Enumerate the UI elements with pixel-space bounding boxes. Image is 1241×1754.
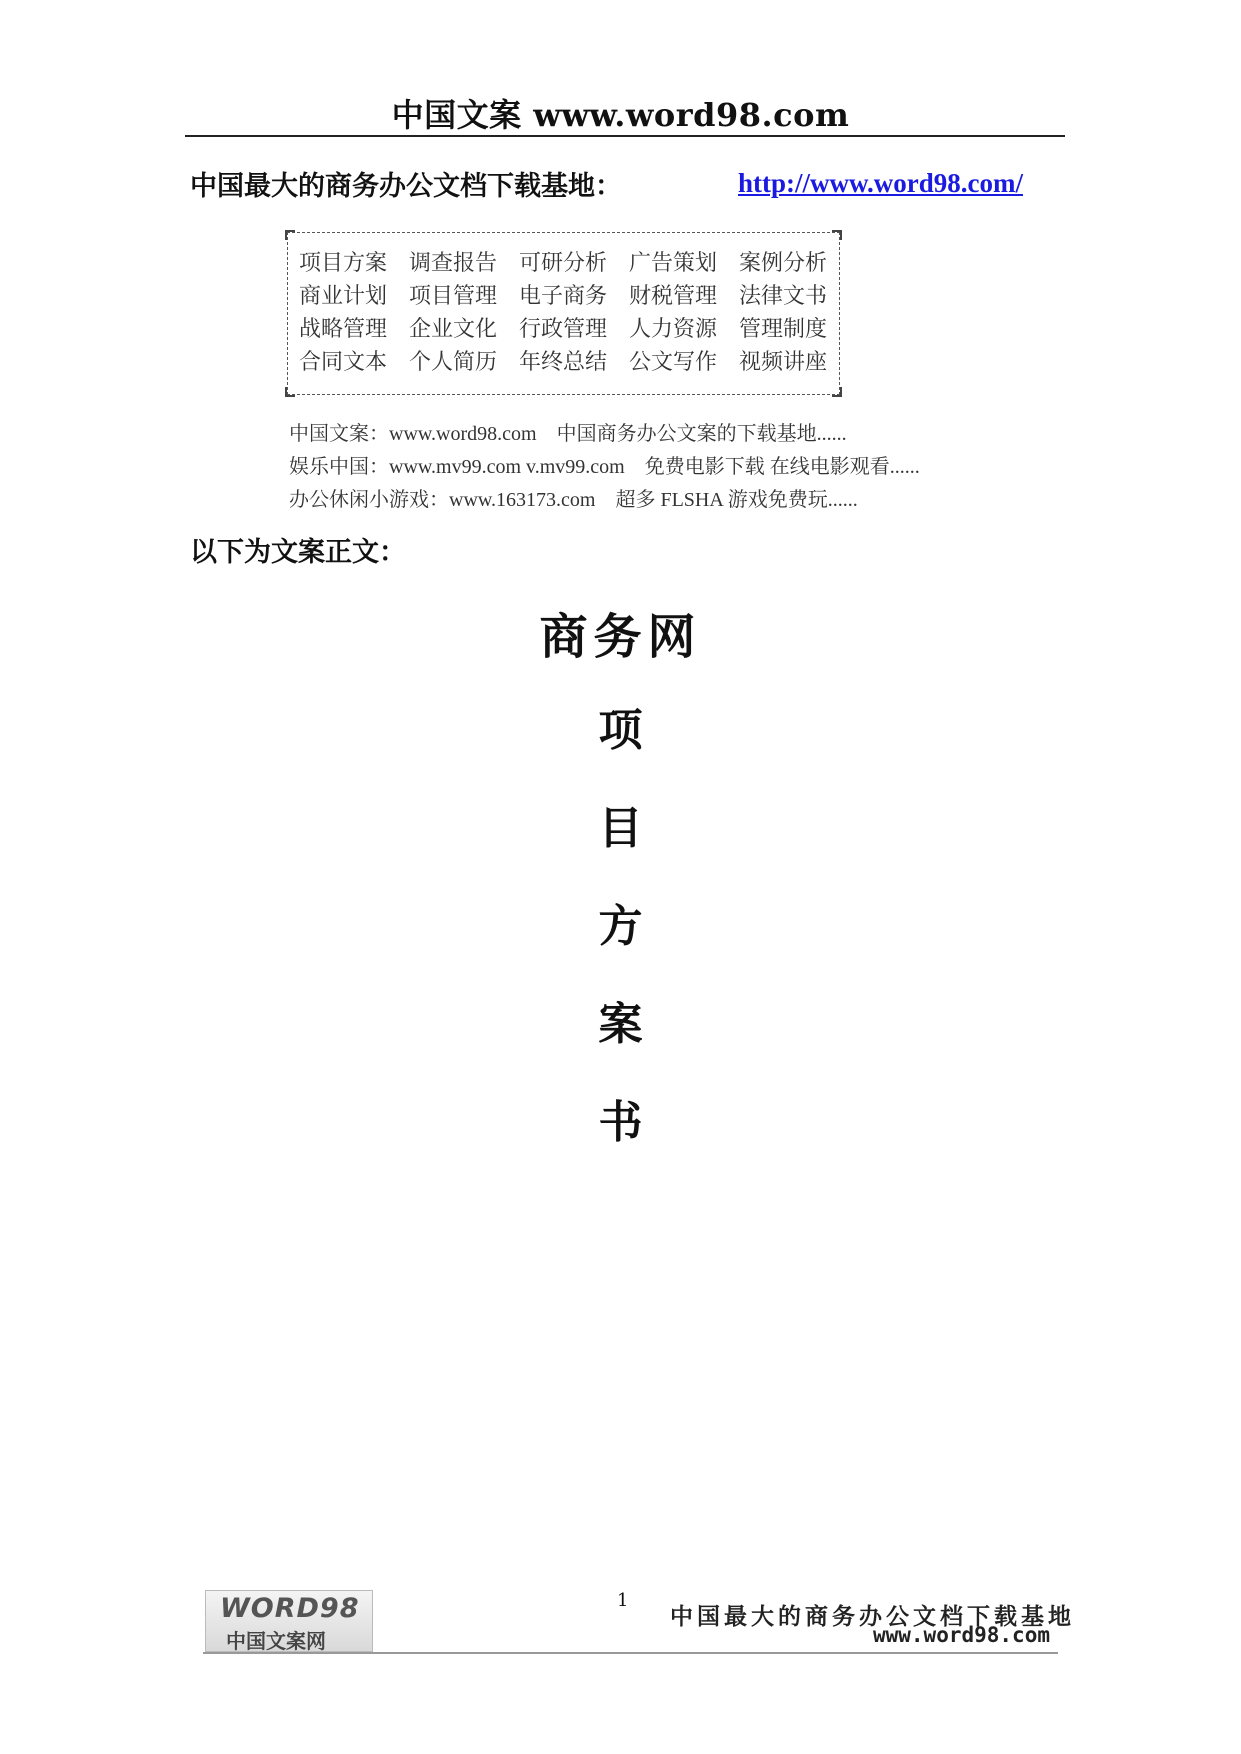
header-rule bbox=[185, 135, 1065, 137]
category-item[interactable]: 财税管理 bbox=[629, 284, 718, 309]
footer-slogan: 中国最大的商务办公文档下载基地 bbox=[670, 1604, 1075, 1630]
vertical-title-char: 项 bbox=[598, 705, 643, 756]
category-item[interactable]: 项目管理 bbox=[409, 284, 498, 309]
document-title: 商务网 bbox=[539, 609, 702, 665]
vertical-title-char: 书 bbox=[598, 1097, 643, 1148]
vertical-title-char: 案 bbox=[598, 999, 643, 1050]
category-item[interactable]: 案例分析 bbox=[739, 251, 828, 276]
footer-url: www.word98.com bbox=[872, 1623, 1050, 1647]
vertical-title-char: 目 bbox=[598, 803, 643, 854]
category-item[interactable]: 管理制度 bbox=[739, 317, 828, 342]
category-item[interactable]: 电子商务 bbox=[519, 284, 608, 309]
category-item[interactable]: 人力资源 bbox=[629, 317, 718, 342]
site-line-mv99: 娱乐中国：www.mv99.com v.mv99.com 免费电影下载 在线电影观看...... bbox=[289, 456, 920, 478]
category-grid bbox=[299, 247, 849, 379]
category-item[interactable]: 商业计划 bbox=[299, 284, 388, 309]
intro-heading: 以下为文案正文： bbox=[190, 537, 406, 568]
category-item[interactable]: 企业文化 bbox=[409, 317, 498, 342]
logo-wordmark: WORD98 bbox=[220, 1593, 360, 1624]
category-item[interactable]: 公文写作 bbox=[629, 350, 718, 375]
category-item[interactable]: 可研分析 bbox=[519, 251, 608, 276]
category-item[interactable]: 合同文本 bbox=[299, 350, 388, 375]
category-item[interactable]: 视频讲座 bbox=[739, 350, 828, 375]
slogan-text: 中国最大的商务办公文档下载基地： bbox=[190, 171, 622, 202]
category-item[interactable]: 行政管理 bbox=[519, 317, 608, 342]
logo-chinese-name: 中国文案网 bbox=[226, 1629, 326, 1653]
vertical-title-char: 方 bbox=[598, 901, 643, 952]
header-title: 中国文案 www.word98.com bbox=[391, 96, 850, 134]
category-box bbox=[287, 232, 840, 395]
category-item[interactable]: 法律文书 bbox=[739, 284, 828, 309]
category-item[interactable]: 广告策划 bbox=[629, 251, 718, 276]
site-line-word98: 中国文案：www.word98.com 中国商务办公文案的下载基地...... bbox=[289, 423, 847, 445]
category-item[interactable]: 个人简历 bbox=[409, 350, 498, 375]
footer-rule bbox=[203, 1652, 1058, 1654]
word98-logo bbox=[205, 1590, 373, 1652]
category-item[interactable]: 战略管理 bbox=[299, 317, 388, 342]
category-item[interactable]: 年终总结 bbox=[519, 350, 608, 375]
category-item[interactable]: 项目方案 bbox=[299, 251, 388, 276]
category-item[interactable]: 调查报告 bbox=[409, 251, 498, 276]
website-link[interactable]: http://www.word98.com/ bbox=[738, 168, 1023, 198]
site-line-games: 办公休闲小游戏：www.163173.com 超多 FLSHA 游戏免费玩...... bbox=[289, 489, 858, 511]
page-number: 1 bbox=[617, 1590, 629, 1611]
